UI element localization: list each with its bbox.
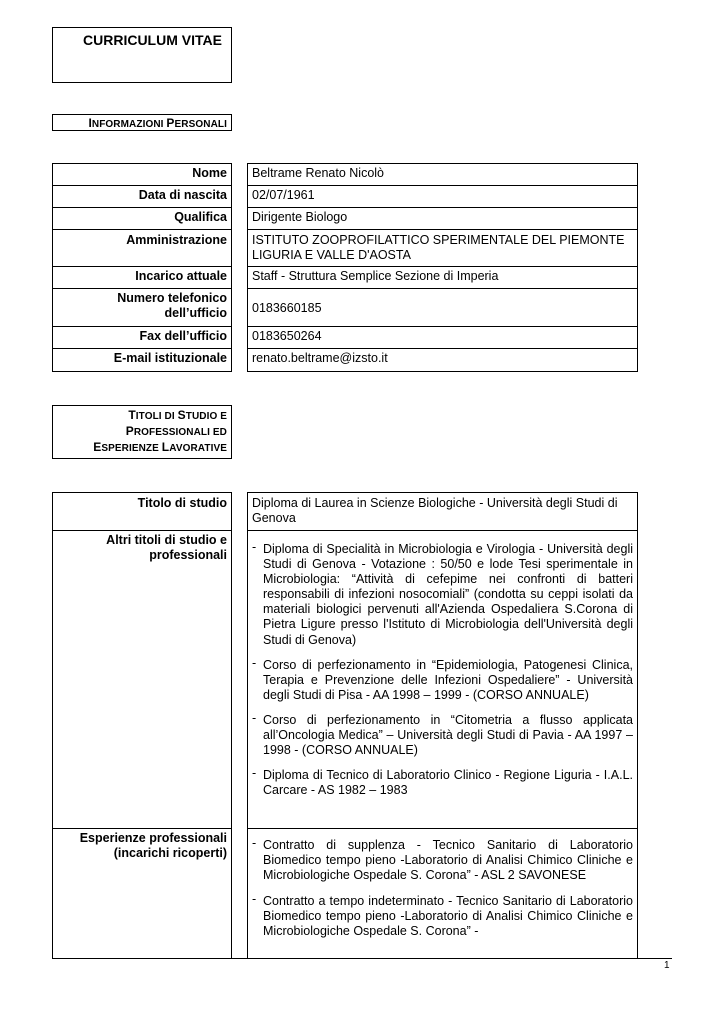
value-telefono (247, 288, 638, 326)
label-incarico: Incarico attuale (52, 266, 232, 288)
value-altri-titoli (247, 530, 638, 828)
footer-divider (52, 958, 672, 959)
value-titolo-studio: Diploma di Laurea in Scienze Biologiche - Università degli Studi di Genova (247, 492, 638, 530)
label-email: E-mail istituzionale (52, 348, 232, 372)
cv-title: CURRICULUM VITAE (83, 32, 222, 48)
value-data-nascita: 02/07/1961 (247, 185, 638, 207)
label-amministrazione: Amministrazione (52, 229, 232, 266)
label-data-nascita: Data di nascita (52, 185, 232, 207)
section-heading-personal: INFORMAZIONI PERSONALI (52, 114, 232, 131)
value-nome: Beltrame Renato Nicolò (247, 163, 638, 185)
value-esperienze (247, 828, 638, 958)
page-number: 1 (664, 960, 670, 971)
cv-title-box (52, 27, 232, 83)
titles-heading-line-2: PROFESSIONALI ED (125, 424, 227, 438)
section-heading-titles (52, 405, 232, 459)
label-esperienze: Esperienze professionali (incarichi ricoperti) (52, 828, 232, 958)
list-item: - Contratto a tempo indeterminato - Tecnico Sanitario di Laboratorio Biomedico tempo pieno -Laboratorio di Analisi Chimico Cliniche e Microbiologiche Ospedale S. Corona” - (252, 894, 633, 939)
titles-heading-line-3: ESPERIENZE LAVORATIVE (93, 440, 227, 454)
label-telefono: Numero telefonico dell’ufficio (52, 288, 232, 326)
list-item: - Corso di perfezionamento in “Epidemiologia, Patogenesi Clinica, Terapia e Prevenzione delle Infezioni Ospedaliere” - Università degli Studi di Pisa - AA 1998 – 1999 - (CORSO ANNUALE) (252, 658, 633, 703)
value-fax: 0183650264 (247, 326, 638, 348)
label-fax: Fax dell’ufficio (52, 326, 232, 348)
label-titolo-studio: Titolo di studio (52, 492, 232, 530)
telefono-text: 0183660185 (252, 301, 322, 315)
list-item: - Diploma di Tecnico di Laboratorio Clinico - Regione Liguria - I.A.L. Carcare - AS 1982 – 1983 (252, 768, 633, 798)
label-nome: Nome (52, 163, 232, 185)
list-item: - Corso di perfezionamento in “Citometria a flusso applicata all’Oncologia Medica” – Università degli Studi di Pavia - AA 1997 – 1998 - (CORSO ANNUALE) (252, 713, 633, 758)
value-incarico: Staff - Struttura Semplice Sezione di Imperia (247, 266, 638, 288)
label-altri-titoli: Altri titoli di studio e professionali (52, 530, 232, 828)
value-amministrazione: ISTITUTO ZOOPROFILATTICO SPERIMENTALE DEL PIEMONTE LIGURIA E VALLE D'AOSTA (247, 229, 638, 266)
titles-heading-line-1: TITOLI DI STUDIO E (128, 408, 227, 422)
list-item: - Contratto di supplenza - Tecnico Sanitario di Laboratorio Biomedico tempo pieno -Laboratorio di Analisi Chimico Cliniche e Microbiologiche Ospedale S. Corona” - ASL 2 SAVONESE (252, 838, 633, 883)
value-qualifica: Dirigente Biologo (247, 207, 638, 229)
list-item: - Diploma di Specialità in Microbiologia e Virologia - Università degli Studi di Genova - Votazione : 50/50 e lode Tesi sperimentale in Microbiologia: “Attività di cefepime nei confronti di batteri responsabili di infezioni nosocomiali” (condotta su ceppi isolati da materiali biologici pervenuti all'Azienda Ospedaliera S.Corona di Pietra Ligure presso l'Istituto di Microbiologia dell'Università degli Studi di Genova) (252, 542, 633, 648)
value-email: renato.beltrame@izsto.it (247, 348, 638, 372)
label-qualifica: Qualifica (52, 207, 232, 229)
